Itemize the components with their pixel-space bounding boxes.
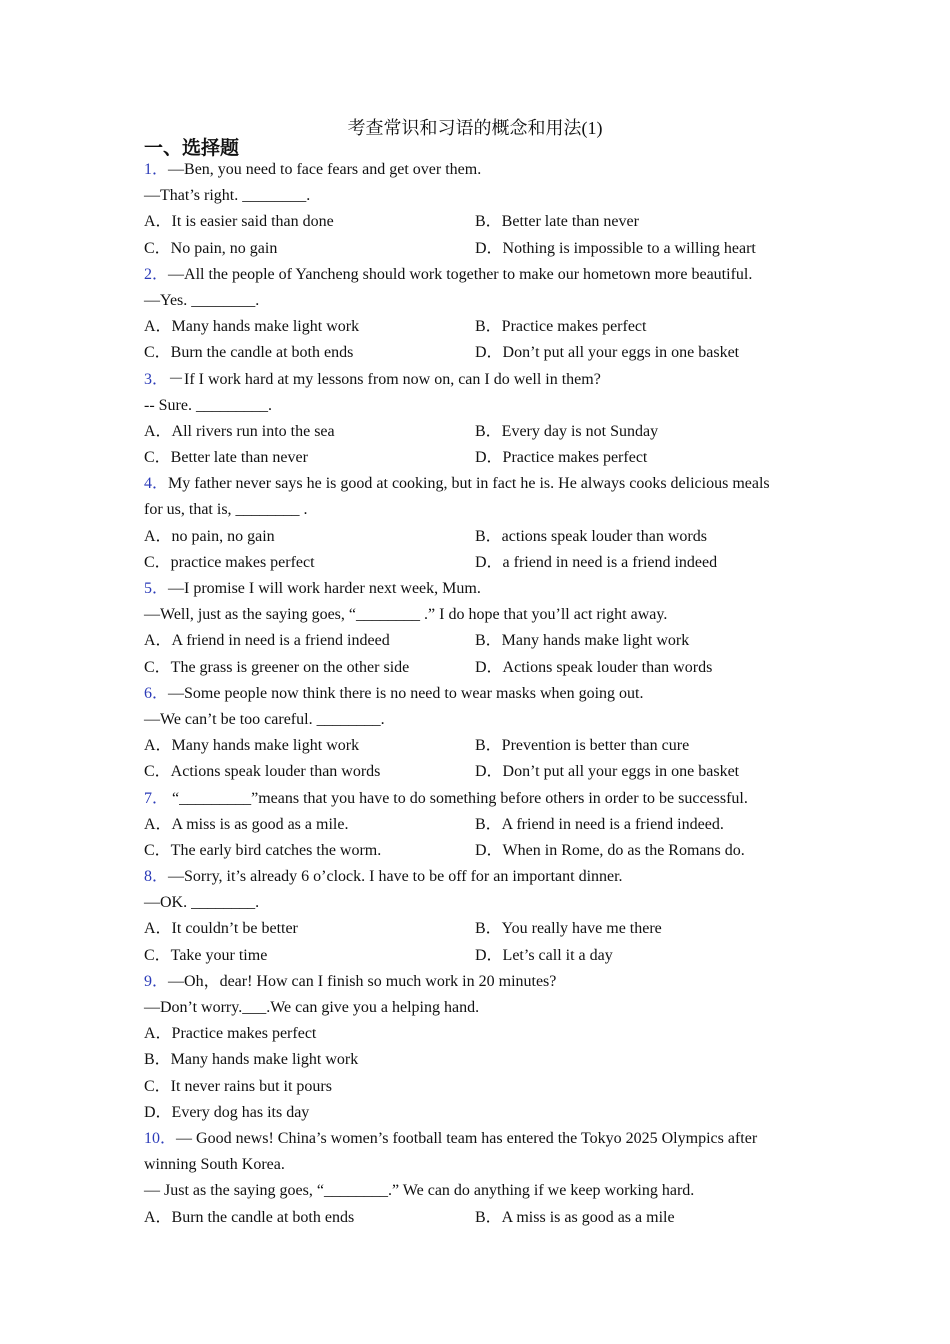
question-number: 9． [144, 972, 169, 990]
question-stem: 5．—I promise I will work harder next week, Mum. [144, 580, 481, 597]
option-d[interactable]: D．Don’t put all your eggs in one basket [475, 344, 740, 362]
option-c[interactable]: C．Take your time [144, 946, 268, 964]
option-a[interactable]: A．Many hands make light work [144, 318, 360, 336]
option-b[interactable]: B．Every day is not Sunday [475, 422, 659, 440]
question-stem: 6．—Some people now think there is no need to wear masks when going out. [144, 684, 644, 702]
question-number: 7． [144, 789, 169, 807]
option-d[interactable]: D．Practice makes perfect [475, 449, 648, 467]
page-title: 考查常识和习语的概念和用法(1) [347, 118, 603, 138]
question-stem: 3．－If I work hard at my lessons from now on, can I do well in them? [144, 370, 601, 388]
option-b[interactable]: B．Prevention is better than cure [475, 737, 690, 755]
option-a[interactable]: A．All rivers run into the sea [144, 422, 335, 440]
section-heading: 一、选择题 [144, 138, 240, 159]
question-stem: 7． “_________”means that you have to do something before others in order to be successful. [144, 789, 748, 807]
question [144, 367, 814, 472]
question-number: 2． [144, 265, 169, 283]
question-list [144, 157, 814, 1231]
option-a[interactable]: A．Many hands make light work [144, 737, 360, 755]
option-a[interactable]: A．Practice makes perfect [144, 1025, 317, 1043]
option-c[interactable]: C．practice makes perfect [144, 553, 315, 571]
option-b[interactable]: B．A friend in need is a friend indeed. [475, 815, 724, 833]
option-b[interactable]: B．Better late than never [475, 213, 639, 231]
question [144, 786, 814, 865]
question-number: 6． [144, 684, 169, 702]
question [144, 576, 814, 681]
question [144, 864, 814, 969]
question-number: 1． [144, 161, 169, 178]
option-d[interactable]: D．Actions speak louder than words [475, 658, 713, 676]
option-c[interactable]: C．The grass is greener on the other side [144, 658, 410, 676]
question-stem: 8．—Sorry, it’s already 6 o’clock. I have to be off for an important dinner. [144, 868, 623, 886]
question-line: —We can’t be too careful. ________. [144, 710, 385, 728]
option-a[interactable]: A．Burn the candle at both ends [144, 1208, 355, 1226]
question-line: —Don’t worry.___.We can give you a helping hand. [144, 999, 480, 1016]
option-c[interactable]: C．No pain, no gain [144, 239, 278, 257]
question-stem: 9．—Oh，dear! How can I finish so much work in 20 minutes? [144, 972, 557, 990]
question-number: 3． [144, 370, 169, 388]
option-a[interactable]: A．A miss is as good as a mile. [144, 815, 349, 833]
option-d[interactable]: D．Let’s call it a day [475, 946, 613, 964]
option-b[interactable]: B．Many hands make light work [475, 632, 690, 650]
question-line: —Yes. ________. [144, 291, 260, 309]
question-number: 8． [144, 868, 169, 886]
option-d[interactable]: D．Every dog has its day [144, 1103, 310, 1121]
option-b[interactable]: B．A miss is as good as a mile [475, 1208, 675, 1226]
option-c[interactable]: C．It never rains but it pours [144, 1077, 332, 1095]
option-b[interactable]: B．You really have me there [475, 920, 662, 938]
question-line: — Just as the saying goes, “________.” We can do anything if we keep working hard. [144, 1182, 695, 1200]
question-stem: 1．—Ben, you need to face fears and get over them. [144, 161, 482, 178]
option-b[interactable]: B．Practice makes perfect [475, 318, 647, 336]
option-d[interactable]: D．Don’t put all your eggs in one basket [475, 763, 740, 781]
option-d[interactable]: D．Nothing is impossible to a willing heart [475, 239, 756, 257]
question [144, 681, 814, 786]
question-line: —Well, just as the saying goes, “________ .” I do hope that you’ll act right away. [144, 606, 668, 624]
option-d[interactable]: D．a friend in need is a friend indeed [475, 553, 718, 571]
option-c[interactable]: C．Better late than never [144, 449, 308, 467]
question [144, 969, 814, 1126]
option-a[interactable]: A．It is easier said than done [144, 213, 334, 231]
option-c[interactable]: C．The early bird catches the worm. [144, 841, 382, 859]
question [144, 1126, 814, 1231]
question-number: 4． [144, 475, 169, 493]
question-line: —OK. ________. [144, 894, 260, 912]
question [144, 157, 814, 262]
option-a[interactable]: A．no pain, no gain [144, 527, 275, 545]
question-stem: 10．— Good news! China’s women’s football team has entered the Tokyo 2025 Olympics after [144, 1129, 758, 1147]
question-line: for us, that is, ________ . [144, 501, 308, 519]
question [144, 471, 814, 576]
question-line: —That’s right. ________. [144, 187, 311, 205]
question-line: -- Sure. _________. [144, 396, 272, 414]
question-number: 10． [144, 1129, 177, 1147]
option-c[interactable]: C．Actions speak louder than words [144, 763, 381, 781]
option-d[interactable]: D．When in Rome, do as the Romans do. [475, 841, 745, 859]
question-stem: 2．—All the people of Yancheng should work together to make our hometown more beautiful. [144, 265, 753, 283]
option-a[interactable]: A．A friend in need is a friend indeed [144, 632, 390, 650]
question-number: 5． [144, 580, 169, 597]
question-line: winning South Korea. [144, 1156, 285, 1174]
option-b[interactable]: B．Many hands make light work [144, 1051, 359, 1069]
option-b[interactable]: B．actions speak louder than words [475, 527, 707, 545]
question [144, 262, 814, 367]
option-a[interactable]: A．It couldn’t be better [144, 920, 298, 938]
option-c[interactable]: C．Burn the candle at both ends [144, 344, 354, 362]
question-stem: 4．My father never says he is good at cooking, but in fact he is. He always cooks delicious meals [144, 475, 770, 493]
